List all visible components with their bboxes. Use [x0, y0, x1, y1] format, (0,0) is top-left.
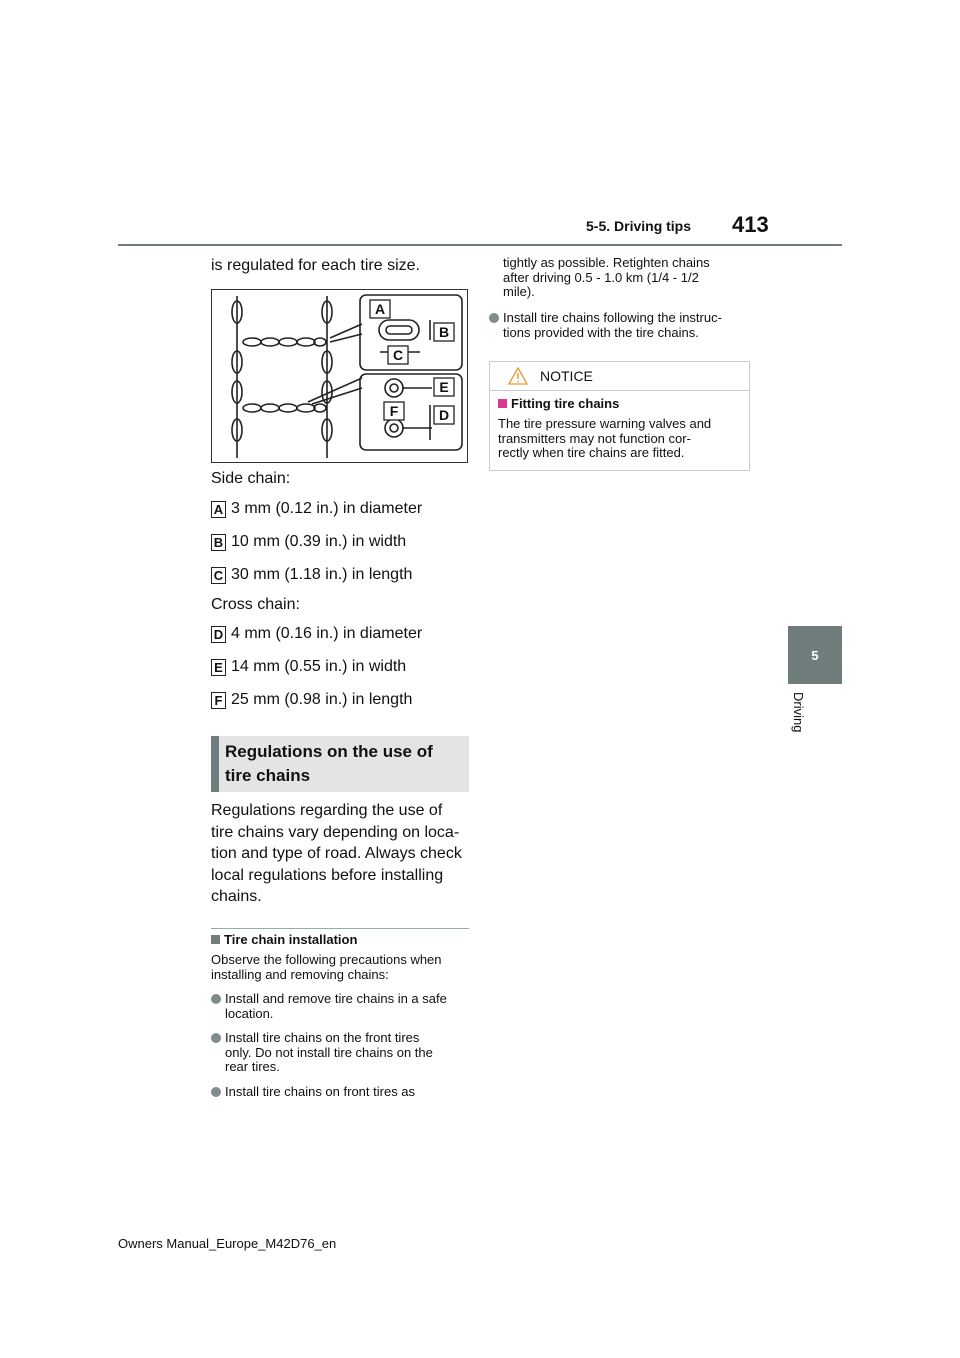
subsection-rule	[211, 928, 469, 929]
letter-box-c: C	[211, 567, 226, 584]
bullet-dot-icon	[211, 1033, 221, 1043]
chapter-label: Driving	[791, 692, 806, 733]
figure-label-d: D	[438, 407, 450, 423]
cross-chain-heading: Cross chain:	[211, 596, 300, 613]
spec-row-f	[211, 691, 412, 709]
notice-text: The tire pressure warning valves and transmitters may not function cor- rectly when tire chains are fitted.	[498, 416, 712, 460]
spec-row-c	[211, 566, 412, 584]
figure-label-e: E	[439, 379, 449, 395]
spec-row-a	[211, 500, 422, 518]
notice-box	[489, 361, 750, 471]
warning-triangle-icon	[508, 366, 528, 386]
vertical-chain-left	[232, 296, 242, 458]
cross-chain-top	[243, 338, 326, 346]
list-item: Install and remove tire chains in a safe location.	[211, 992, 473, 1021]
bullet-dot-icon	[489, 313, 499, 323]
spec-text-b: 10 mm (0.39 in.) in width	[231, 533, 407, 550]
figure-label-b: B	[438, 324, 450, 340]
notice-label: NOTICE	[540, 368, 593, 384]
installation-intro: Observe the following precautions when installing and removing chains:	[211, 952, 442, 982]
letter-box-d: D	[211, 626, 226, 643]
spec-text-e: 14 mm (0.55 in.) in width	[231, 658, 407, 675]
bullet-dot-icon	[211, 994, 221, 1004]
list-item: Install tire chains following the instruc- tions provided with the tire chains.	[489, 311, 751, 340]
spec-text-c: 30 mm (1.18 in.) in length	[231, 566, 413, 583]
square-bullet-icon	[211, 935, 220, 944]
figure-label-f: F	[389, 403, 399, 419]
notice-heading: Fitting tire chains	[498, 396, 619, 411]
spec-row-b	[211, 533, 406, 551]
chapter-tab: 5	[788, 626, 842, 684]
spec-text-d: 4 mm (0.16 in.) in diameter	[231, 625, 423, 642]
regulations-section-header	[211, 736, 469, 792]
bullet-dot-icon	[211, 1087, 221, 1097]
tire-chain-figure	[211, 289, 468, 463]
list-item: Install tire chains on the front tires only. Do not install tire chains on the rear tires.	[211, 1031, 473, 1075]
notice-header	[490, 362, 749, 391]
header-rule	[118, 244, 842, 246]
footer-manual-id: Owners Manual_Europe_M42D76_en	[118, 1236, 337, 1251]
spec-text-a: 3 mm (0.12 in.) in diameter	[231, 500, 423, 517]
regulations-paragraph: Regulations regarding the use of tire chains vary depending on loca- tion and type of road. Always check local regulations before installing chains.	[211, 802, 462, 905]
page-number: 413	[732, 212, 769, 237]
letter-box-f: F	[211, 692, 226, 709]
letter-box-a: A	[211, 501, 226, 518]
section-title: Regulations on the use of tire chains	[225, 742, 433, 785]
spec-text-f: 25 mm (0.98 in.) in length	[231, 691, 413, 708]
letter-box-e: E	[211, 659, 226, 676]
section-accent-bar	[211, 736, 219, 792]
vertical-chain-right	[322, 296, 332, 458]
figure-label-c: C	[392, 347, 404, 363]
side-chain-heading: Side chain:	[211, 470, 291, 487]
figure-label-a: A	[374, 301, 386, 317]
square-bullet-icon	[498, 399, 507, 408]
continued-text: tightly as possible. Retighten chains after driving 0.5 - 1.0 km (1/4 - 1/2 mile).	[503, 255, 710, 299]
intro-text: is regulated for each tire size.	[211, 257, 420, 274]
cross-chain-bottom	[243, 404, 326, 412]
spec-row-d	[211, 625, 422, 643]
spec-row-e	[211, 658, 406, 676]
letter-box-b: B	[211, 534, 226, 551]
header-section-title: 5-5. Driving tips	[586, 218, 692, 234]
list-item: Install tire chains on front tires as	[211, 1085, 473, 1100]
tire-chain-diagram	[212, 290, 467, 462]
installation-heading: Tire chain installation	[211, 932, 357, 947]
